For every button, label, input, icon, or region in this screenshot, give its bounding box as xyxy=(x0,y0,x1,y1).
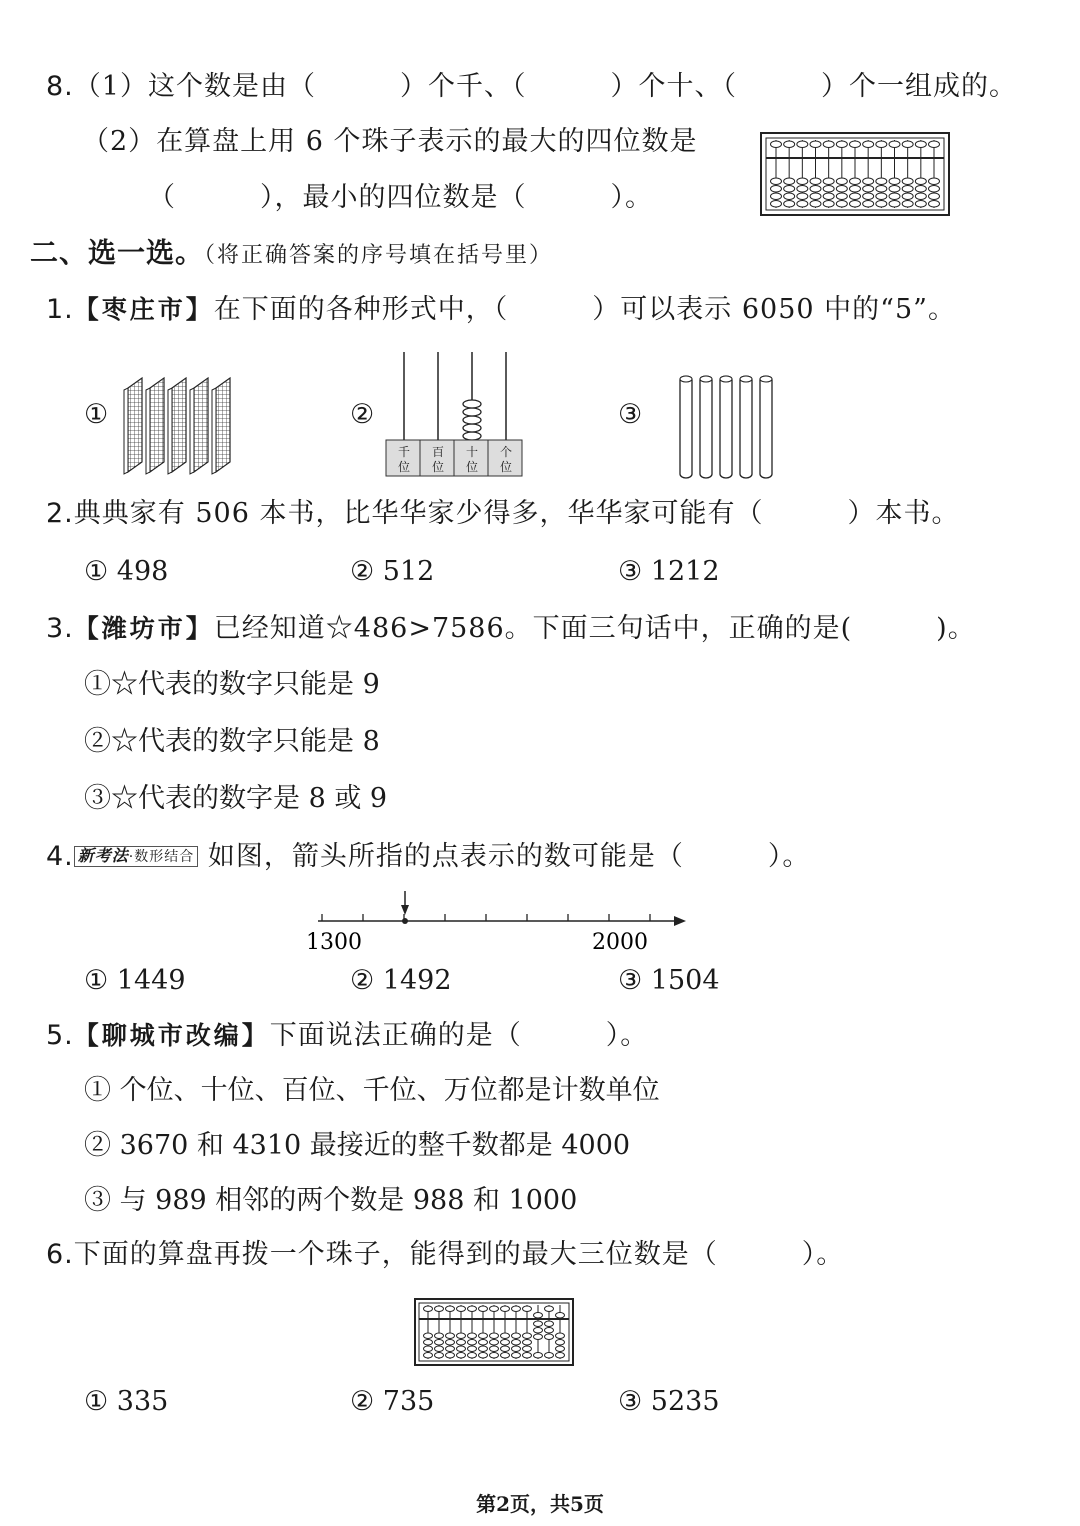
place-label-thousands-bottom: 位 xyxy=(397,460,411,474)
abacus-bead xyxy=(556,1333,565,1339)
abacus-bead xyxy=(534,1334,543,1340)
q4-arrow-head xyxy=(401,905,409,915)
abacus-bead xyxy=(435,1346,444,1352)
ten-stick xyxy=(680,376,692,478)
abacus-bead xyxy=(545,1328,554,1334)
abacus-bead xyxy=(784,193,795,200)
abacus-bead xyxy=(771,201,782,208)
abacus-bead xyxy=(823,141,834,148)
q4-badge xyxy=(74,846,198,867)
q4-point-dot xyxy=(402,918,408,924)
q3-text: 已经知道☆486>7586。下面三句话中，正确的是( )。 xyxy=(213,613,976,644)
q2-option-1: ① 498 xyxy=(84,556,169,587)
q6-number: 6. xyxy=(46,1239,74,1270)
q1-blocks-image xyxy=(118,378,253,474)
q5-tag: 【聊城市改编】 xyxy=(73,1021,270,1050)
abacus-bead xyxy=(823,201,834,208)
q6-text: 下面的算盘再拨一个珠子，能得到的最大三位数是（ ）。 xyxy=(73,1239,845,1270)
hundred-flat-side xyxy=(212,388,216,474)
q5-text: 下面说法正确的是（ ）。 xyxy=(269,1020,649,1051)
q4-axis-label-start: 1300 xyxy=(306,930,362,955)
abacus-bead xyxy=(501,1333,510,1339)
hundred-flat-side xyxy=(168,388,172,474)
section2-heading: 二、选一选。 xyxy=(30,236,205,269)
section2-heading-line xyxy=(30,236,553,273)
q2-line xyxy=(46,497,959,531)
q8-abacus-image xyxy=(760,132,950,216)
abacus-bead xyxy=(468,1353,477,1359)
abacus-bead xyxy=(863,186,874,193)
place-label-ones-top: 个 xyxy=(499,445,513,459)
abacus-bead xyxy=(771,178,782,185)
q8-part1-text: （1）这个数是由（ ）个千、（ ）个十、（ ）个一组成的。 xyxy=(73,71,1017,102)
abacus-bead xyxy=(810,141,821,148)
q4-number: 4. xyxy=(46,841,74,872)
hundred-flat-side xyxy=(146,388,150,474)
abacus-bead xyxy=(457,1340,466,1346)
abacus-bead xyxy=(915,201,926,208)
abacus-bead xyxy=(424,1333,433,1339)
q2-text: 典典家有 506 本书，比华华家少得多，华华家可能有（ ）本书。 xyxy=(73,498,960,529)
ten-stick-top xyxy=(760,376,772,382)
abacus-bead xyxy=(771,186,782,193)
abacus-bead xyxy=(490,1353,499,1359)
q3-option-2: ②☆代表的数字只能是 8 xyxy=(84,726,380,757)
abacus-bead xyxy=(512,1353,521,1359)
q1-number: 1. xyxy=(46,294,74,325)
abacus-bead xyxy=(463,424,481,432)
abacus-bead xyxy=(501,1346,510,1352)
abacus-bead xyxy=(463,408,481,416)
q6-line xyxy=(46,1238,844,1272)
q6-option-3: ③ 5235 xyxy=(618,1386,720,1417)
abacus-bead xyxy=(823,193,834,200)
abacus-bead xyxy=(457,1306,466,1312)
abacus-bead xyxy=(468,1333,477,1339)
q2-option-3: ③ 1212 xyxy=(618,556,720,587)
abacus-bead xyxy=(490,1333,499,1339)
abacus-bead xyxy=(545,1321,554,1327)
hundred-flat xyxy=(194,378,208,472)
abacus-bead xyxy=(501,1353,510,1359)
abacus-bead xyxy=(523,1340,532,1346)
q1-text: 在下面的各种形式中，（ ）可以表示 6050 中的“5”。 xyxy=(213,294,956,325)
abacus-bead xyxy=(902,193,913,200)
abacus-bead xyxy=(424,1353,433,1359)
abacus-bead xyxy=(850,178,861,185)
abacus-bead xyxy=(876,141,887,148)
abacus-bead xyxy=(836,141,847,148)
abacus-bead xyxy=(523,1333,532,1339)
place-label-hundreds-bottom: 位 xyxy=(431,460,445,474)
abacus-bead xyxy=(424,1340,433,1346)
abacus-bead xyxy=(556,1313,565,1319)
abacus-bead xyxy=(889,141,900,148)
abacus-bead xyxy=(863,141,874,148)
abacus-bead xyxy=(771,193,782,200)
abacus-bead xyxy=(446,1333,455,1339)
abacus-bead xyxy=(915,186,926,193)
q4-option-3: ③ 1504 xyxy=(618,965,720,996)
abacus-bead xyxy=(463,432,481,440)
ten-stick xyxy=(720,376,732,478)
abacus-bead xyxy=(915,141,926,148)
abacus-bead xyxy=(823,186,834,193)
abacus-bead xyxy=(556,1353,565,1359)
abacus-bead xyxy=(889,193,900,200)
ten-stick xyxy=(700,376,712,478)
abacus-bead xyxy=(850,193,861,200)
place-label-hundreds-top: 百 xyxy=(431,445,445,459)
abacus-bead xyxy=(797,186,808,193)
abacus-bead xyxy=(490,1346,499,1352)
section2-note: （将正确答案的序号填在括号里） xyxy=(204,243,554,268)
abacus-bead xyxy=(876,193,887,200)
ten-stick-top xyxy=(700,376,712,382)
q1-option-2: ② xyxy=(350,399,375,430)
hundred-flat xyxy=(150,378,164,472)
abacus-bead xyxy=(810,193,821,200)
q2-option-2: ② 512 xyxy=(350,556,435,587)
abacus-bead xyxy=(435,1353,444,1359)
abacus-bead xyxy=(501,1340,510,1346)
abacus-bead xyxy=(771,141,782,148)
hundred-flat xyxy=(216,378,230,472)
abacus-bead xyxy=(797,201,808,208)
q1-sticks-image xyxy=(676,374,780,480)
q4-axis-ticks xyxy=(322,914,650,921)
abacus-bead xyxy=(468,1346,477,1352)
abacus-bead xyxy=(468,1306,477,1312)
abacus-bead xyxy=(784,141,795,148)
abacus-bead xyxy=(468,1340,477,1346)
hundred-flat xyxy=(172,378,186,472)
abacus-bead xyxy=(446,1340,455,1346)
abacus-bead xyxy=(424,1346,433,1352)
q1-abacus-rods xyxy=(404,352,506,440)
q5-option-3: ③ 与 989 相邻的两个数是 988 和 1000 xyxy=(84,1185,578,1216)
abacus-bead xyxy=(534,1321,543,1327)
q4-text: 如图，箭头所指的点表示的数可能是（ ）。 xyxy=(207,841,811,872)
hundred-flat-side xyxy=(190,388,194,474)
abacus-bead xyxy=(784,201,795,208)
abacus-bead xyxy=(534,1313,543,1319)
abacus-bead xyxy=(850,186,861,193)
abacus-bead xyxy=(446,1353,455,1359)
abacus-bead xyxy=(479,1340,488,1346)
abacus-bead xyxy=(929,186,940,193)
abacus-bead xyxy=(810,201,821,208)
abacus-bead xyxy=(810,186,821,193)
abacus-bead xyxy=(823,178,834,185)
abacus-bead xyxy=(836,193,847,200)
abacus-bead xyxy=(545,1334,554,1340)
abacus-bead xyxy=(797,178,808,185)
abacus-bead xyxy=(836,201,847,208)
abacus-bead xyxy=(889,178,900,185)
hundred-flat-side xyxy=(124,388,128,474)
abacus-bead xyxy=(512,1306,521,1312)
abacus-bead xyxy=(876,178,887,185)
abacus-bead xyxy=(501,1306,510,1312)
q3-tag: 【潍坊市】 xyxy=(73,614,214,643)
q5-line xyxy=(46,1019,648,1053)
abacus-bead xyxy=(915,178,926,185)
abacus-bead xyxy=(929,201,940,208)
abacus-bead xyxy=(435,1333,444,1339)
abacus-bead xyxy=(850,141,861,148)
q6-option-1: ① 335 xyxy=(84,1386,169,1417)
q1-tag: 【枣庄市】 xyxy=(73,295,214,324)
hundred-flat xyxy=(128,378,142,472)
abacus-bead xyxy=(863,201,874,208)
ten-stick-top xyxy=(740,376,752,382)
q5-option-1: ① 个位、十位、百位、千位、万位都是计数单位 xyxy=(84,1075,660,1106)
abacus-bead xyxy=(797,193,808,200)
abacus-bead xyxy=(889,186,900,193)
abacus-bead xyxy=(463,400,481,408)
abacus-bead xyxy=(490,1306,499,1312)
abacus-bead xyxy=(512,1346,521,1352)
abacus-bead xyxy=(479,1306,488,1312)
abacus-bead xyxy=(512,1340,521,1346)
abacus-bead xyxy=(850,201,861,208)
q2-number: 2. xyxy=(46,498,74,529)
abacus-bead xyxy=(929,141,940,148)
q4-badge-sub: ·数形结合 xyxy=(128,849,195,865)
q3-option-1: ①☆代表的数字只能是 9 xyxy=(84,669,380,700)
abacus-bead xyxy=(457,1346,466,1352)
abacus-bead xyxy=(479,1333,488,1339)
ten-stick-top xyxy=(680,376,692,382)
abacus-bead xyxy=(929,193,940,200)
place-label-tens-top: 十 xyxy=(465,445,479,459)
abacus-bead xyxy=(534,1353,543,1359)
abacus-bead xyxy=(463,416,481,424)
abacus-bead xyxy=(545,1353,554,1359)
ten-stick xyxy=(760,376,772,478)
abacus-bead xyxy=(446,1346,455,1352)
abacus-bead xyxy=(810,178,821,185)
abacus-bead xyxy=(876,201,887,208)
abacus-bead xyxy=(457,1333,466,1339)
abacus-bead xyxy=(902,186,913,193)
abacus-bead xyxy=(534,1328,543,1334)
q3-number: 3. xyxy=(46,613,74,644)
abacus-bead xyxy=(545,1306,554,1312)
q8-number: 8. xyxy=(46,71,74,102)
abacus-bead xyxy=(915,193,926,200)
q4-option-1: ① 1449 xyxy=(84,965,186,996)
q3-option-3: ③☆代表的数字是 8 或 9 xyxy=(84,783,388,814)
q3-line xyxy=(46,612,976,646)
q6-abacus-image xyxy=(414,1298,574,1366)
abacus-bead xyxy=(523,1346,532,1352)
abacus-bead xyxy=(435,1306,444,1312)
abacus-bead xyxy=(784,186,795,193)
place-label-tens-bottom: 位 xyxy=(465,460,479,474)
abacus-bead xyxy=(512,1333,521,1339)
ten-stick-top xyxy=(720,376,732,382)
q1-abacus-beads xyxy=(463,400,481,440)
abacus-bead xyxy=(889,201,900,208)
abacus-bead xyxy=(523,1306,532,1312)
abacus-bead xyxy=(902,201,913,208)
abacus-bead xyxy=(863,178,874,185)
abacus-bead xyxy=(479,1346,488,1352)
q4-number-line xyxy=(300,885,700,965)
abacus-bead xyxy=(479,1353,488,1359)
abacus-bead xyxy=(902,178,913,185)
q8-part2-line1: （2）在算盘上用 6 个珠子表示的最大的四位数是 xyxy=(82,126,698,157)
abacus-bead xyxy=(902,141,913,148)
q5-option-2: ② 3670 和 4310 最接近的整千数都是 4000 xyxy=(84,1130,631,1161)
q4-badge-main: 新考法 xyxy=(77,846,129,865)
ten-stick xyxy=(740,376,752,478)
q5-number: 5. xyxy=(46,1020,74,1051)
abacus-bead xyxy=(490,1340,499,1346)
abacus-bead xyxy=(797,141,808,148)
abacus-bead xyxy=(876,186,887,193)
abacus-bead xyxy=(424,1306,433,1312)
abacus-bead xyxy=(457,1353,466,1359)
q1-option-1: ① xyxy=(84,399,109,430)
abacus-bead xyxy=(836,186,847,193)
q4-line xyxy=(46,840,810,874)
q6-option-2: ② 735 xyxy=(350,1386,435,1417)
abacus-bead xyxy=(446,1306,455,1312)
q1-line xyxy=(46,293,956,327)
q4-axis-label-end: 2000 xyxy=(592,930,648,955)
abacus-bead xyxy=(784,178,795,185)
place-label-thousands-top: 千 xyxy=(397,445,411,459)
abacus-bead xyxy=(435,1340,444,1346)
abacus-bead xyxy=(523,1353,532,1359)
abacus-bead xyxy=(929,178,940,185)
page-footer: 第2页，共5页 xyxy=(476,1492,604,1516)
q1-abacus-image xyxy=(384,352,524,478)
q4-option-2: ② 1492 xyxy=(350,965,452,996)
abacus-bead xyxy=(556,1346,565,1352)
q8-part2-line2: （ ），最小的四位数是（ ）。 xyxy=(148,182,653,213)
abacus-bead xyxy=(863,193,874,200)
abacus-bead xyxy=(836,178,847,185)
place-label-ones-bottom: 位 xyxy=(499,460,513,474)
abacus-bead xyxy=(556,1340,565,1346)
q1-option-3: ③ xyxy=(618,399,643,430)
q8-part1 xyxy=(46,70,1017,104)
